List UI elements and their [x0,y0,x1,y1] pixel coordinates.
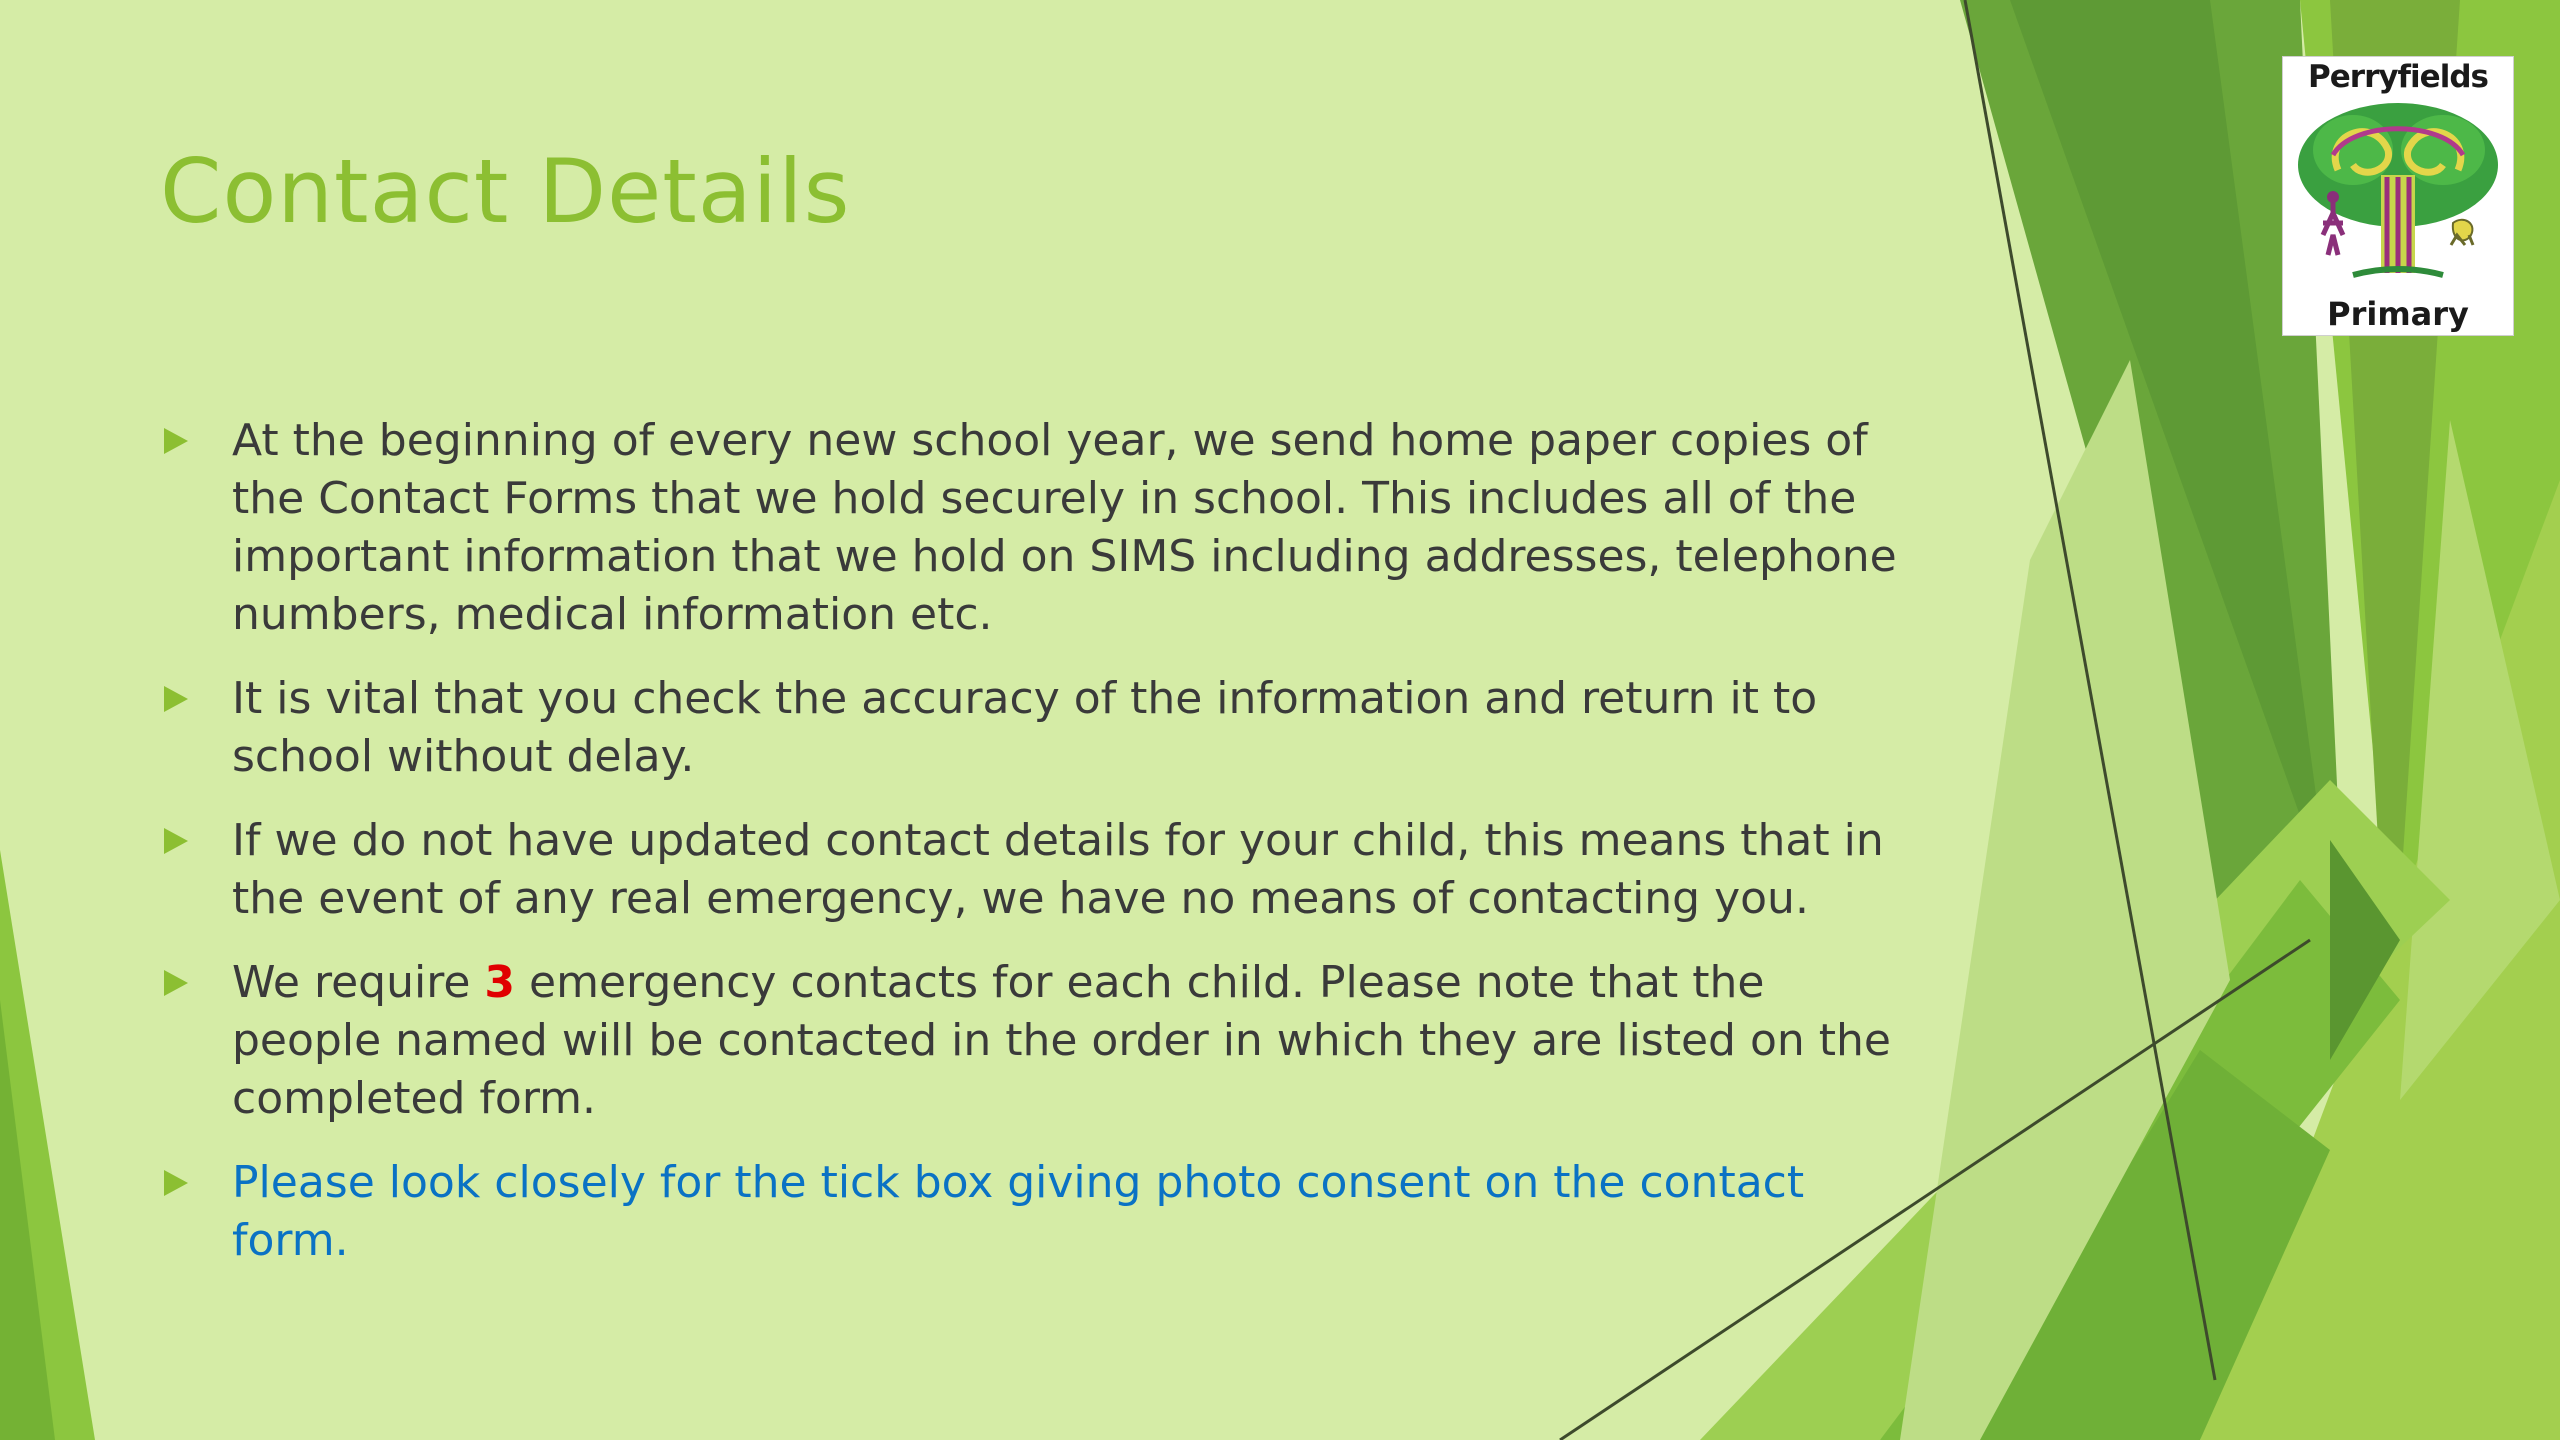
slide-title: Contact Details [160,140,851,243]
triangle-arrow-icon [164,686,188,712]
bullet-item [160,412,1920,644]
tree-logo-icon [2283,95,2513,295]
logo-top-text: Perryfields [2308,59,2488,95]
triangle-arrow-icon [164,1170,188,1196]
triangle-arrow-icon [164,428,188,454]
bullet-item [160,670,1920,786]
logo-bottom-text: Primary [2327,295,2469,333]
bullet-item [160,1154,1920,1270]
bullet-text: At the beginning of every new school year, we send home paper copies of the Contact Forms that we hold securely in school. This includes all of the important information that we hold on SIMS including addresses, telephone numbers, medical information etc. [232,415,1897,640]
bullet-item [160,812,1920,928]
triangle-arrow-icon [164,828,188,854]
bullet-text-before: We require [232,957,485,1008]
bullet-text: It is vital that you check the accuracy of the information and return it to school without delay. [232,673,1818,782]
bullet-list [160,412,1920,1296]
emergency-contact-count: 3 [484,957,516,1008]
photo-consent-note: Please look closely for the tick box giving photo consent on the contact form. [232,1157,1805,1266]
bullet-item [160,954,1920,1128]
school-logo [2282,56,2514,336]
bullet-text-after: emergency contacts for each child. Please note that the people named will be contacted in the order in which they are listed on the completed form. [232,957,1891,1124]
bullet-text: If we do not have updated contact details for your child, this means that in the event of any real emergency, we have no means of contacting you. [232,815,1884,924]
triangle-arrow-icon [164,970,188,996]
